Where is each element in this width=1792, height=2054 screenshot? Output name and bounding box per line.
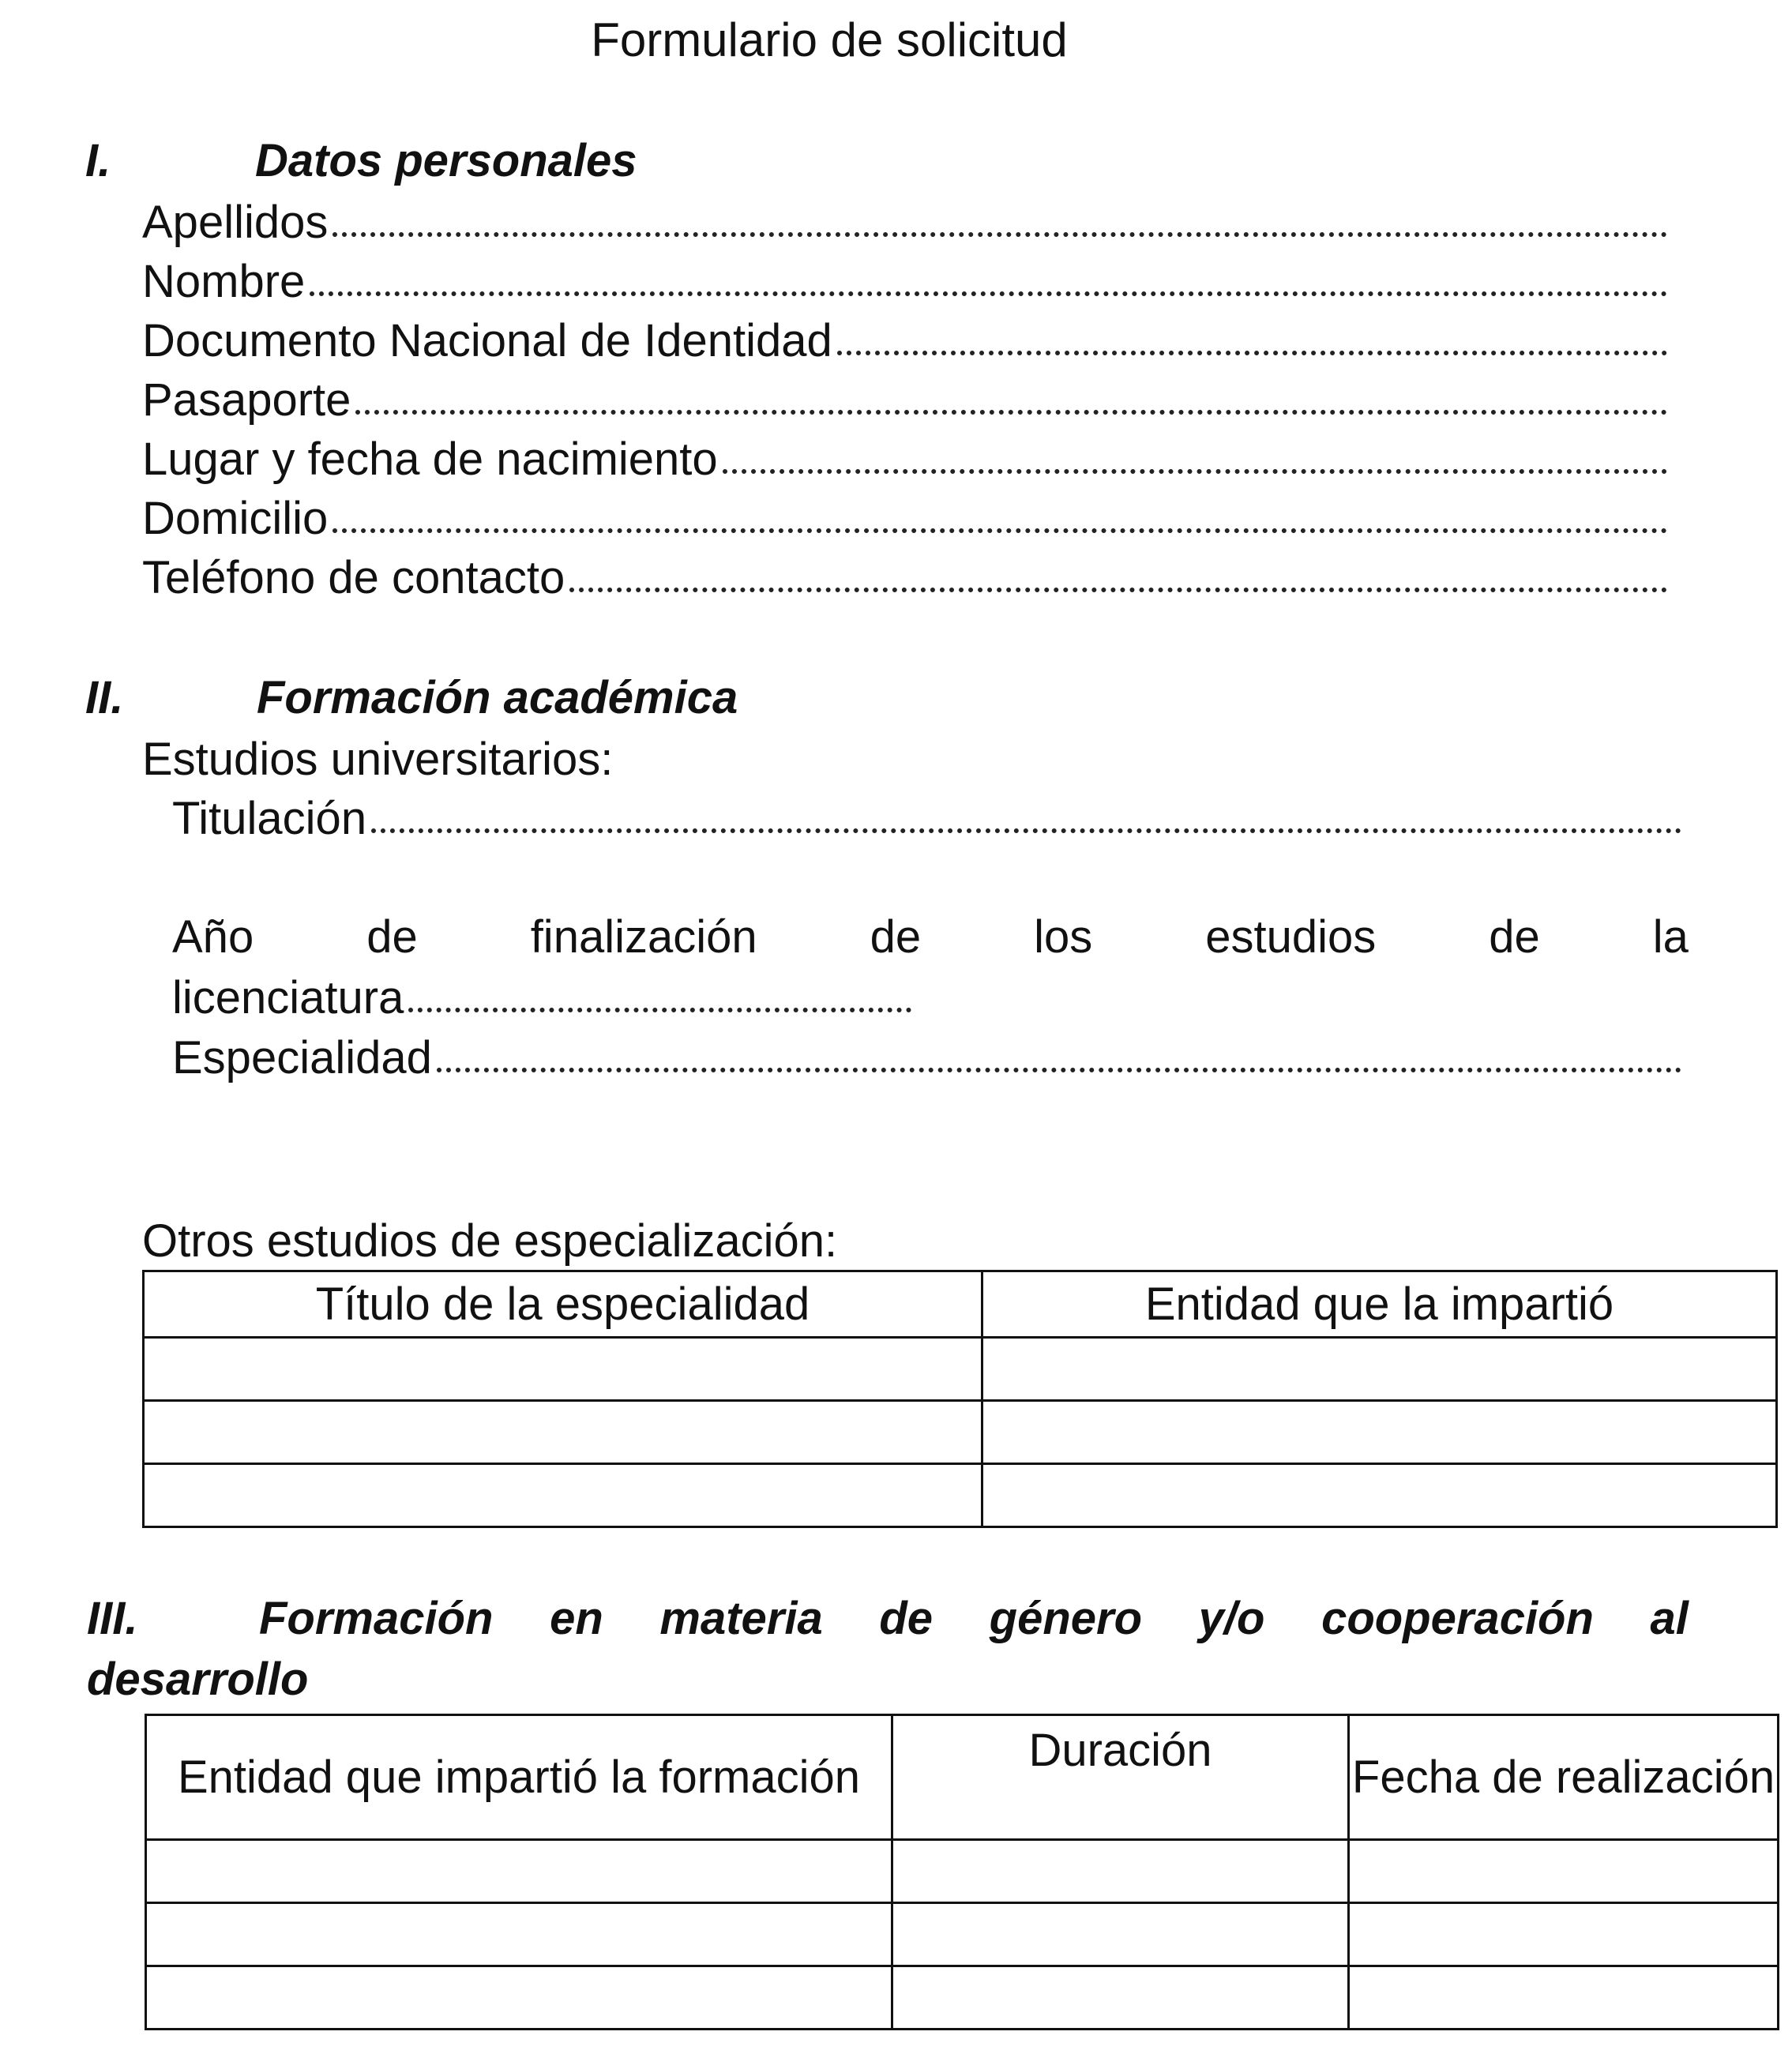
especialidad-label: Especialidad: [172, 1032, 432, 1083]
section-3-title-word: género: [989, 1593, 1143, 1644]
personal-field[interactable]: [142, 434, 1670, 485]
table-cell[interactable]: [1349, 1840, 1779, 1903]
table-header: Entidad que impartió la formación: [146, 1715, 892, 1840]
table-cell[interactable]: [892, 1966, 1349, 2030]
personal-field-dots: [837, 351, 1667, 355]
ano-word: la: [1652, 911, 1689, 963]
personal-field[interactable]: [142, 197, 1670, 248]
section-2-title: Formación académica: [257, 672, 738, 723]
personal-field-dots: [332, 232, 1667, 237]
personal-field[interactable]: [142, 553, 1670, 603]
licenciatura-label: licenciatura: [172, 972, 404, 1023]
ano-word: de: [366, 911, 418, 963]
section-3-title-word: en: [550, 1593, 603, 1644]
personal-field-dots: [355, 410, 1667, 415]
ano-word: finalización: [530, 911, 757, 963]
licenciatura-field[interactable]: [172, 973, 915, 1023]
section-3-title-word: y/o: [1198, 1593, 1265, 1644]
section-3-title-word: de: [879, 1593, 934, 1644]
ano-word: estudios: [1205, 911, 1377, 963]
licenciatura-dots: [408, 1008, 911, 1012]
personal-field-dots: [310, 291, 1667, 296]
titulacion-dots: [371, 828, 1681, 833]
table-cell[interactable]: [146, 1903, 892, 1966]
personal-field-label: Nombre: [142, 256, 306, 307]
personal-field[interactable]: [142, 375, 1670, 426]
otros-estudios-heading: Otros estudios de especialización:: [142, 1215, 838, 1267]
table-header: Entidad que la impartió: [982, 1271, 1777, 1338]
personal-field[interactable]: [142, 257, 1670, 307]
personal-field-label: Documento Nacional de Identidad: [142, 315, 832, 366]
table-cell[interactable]: [146, 1966, 892, 2030]
section-2-number: II.: [85, 672, 124, 723]
personal-field-dots: [723, 469, 1667, 474]
table-cell[interactable]: [1349, 1966, 1779, 2030]
table-cell[interactable]: [892, 1840, 1349, 1903]
ano-word: Año: [172, 911, 254, 963]
ano-word: de: [870, 911, 922, 963]
section-3-title-word: materia: [659, 1593, 823, 1644]
formacion-genero-table: [145, 1714, 1779, 2030]
ano-finalizacion-line: [172, 912, 1689, 963]
section-3-title-word: al: [1650, 1593, 1689, 1644]
otros-estudios-table: [142, 1270, 1778, 1528]
section-3-title-word: Formación: [259, 1593, 494, 1644]
personal-field-label: Teléfono de contacto: [142, 552, 565, 603]
table-cell[interactable]: [982, 1338, 1777, 1401]
table-cell[interactable]: [146, 1840, 892, 1903]
section-3-number: III.: [87, 1593, 138, 1644]
page-title: Formulario de solicitud: [591, 13, 1068, 66]
table-cell[interactable]: [144, 1401, 982, 1464]
personal-field-label: Lugar y fecha de nacimiento: [142, 434, 718, 485]
table-cell[interactable]: [892, 1903, 1349, 1966]
especialidad-dots: [437, 1068, 1681, 1072]
table-header: Título de la especialidad: [144, 1271, 982, 1338]
table-cell[interactable]: [1349, 1903, 1779, 1966]
estudios-universitarios-heading: Estudios universitarios:: [142, 734, 614, 785]
titulacion-field[interactable]: [172, 794, 1685, 844]
personal-field[interactable]: [142, 316, 1670, 366]
personal-field[interactable]: [142, 494, 1670, 544]
section-3-title-word: cooperación: [1321, 1593, 1594, 1644]
table-cell[interactable]: [144, 1338, 982, 1401]
especialidad-field[interactable]: [172, 1033, 1685, 1083]
section-3-title: [259, 1594, 1689, 1644]
table-header: Fecha de realización: [1349, 1715, 1779, 1840]
table-cell[interactable]: [144, 1464, 982, 1527]
ano-word: de: [1489, 911, 1540, 963]
personal-field-label: Domicilio: [142, 493, 329, 544]
titulacion-label: Titulación: [172, 793, 367, 844]
table-cell[interactable]: [982, 1464, 1777, 1527]
section-3-title-line2: desarrollo: [87, 1654, 309, 1705]
table-cell[interactable]: [982, 1401, 1777, 1464]
personal-field-label: Pasaporte: [142, 374, 351, 426]
personal-field-dots: [332, 528, 1667, 533]
ano-word: los: [1034, 911, 1093, 963]
personal-field-dots: [569, 588, 1667, 592]
section-1-title: Datos personales: [255, 135, 637, 186]
section-1-number: I.: [85, 135, 111, 186]
personal-field-label: Apellidos: [142, 197, 329, 248]
table-header: Duración: [892, 1715, 1349, 1840]
